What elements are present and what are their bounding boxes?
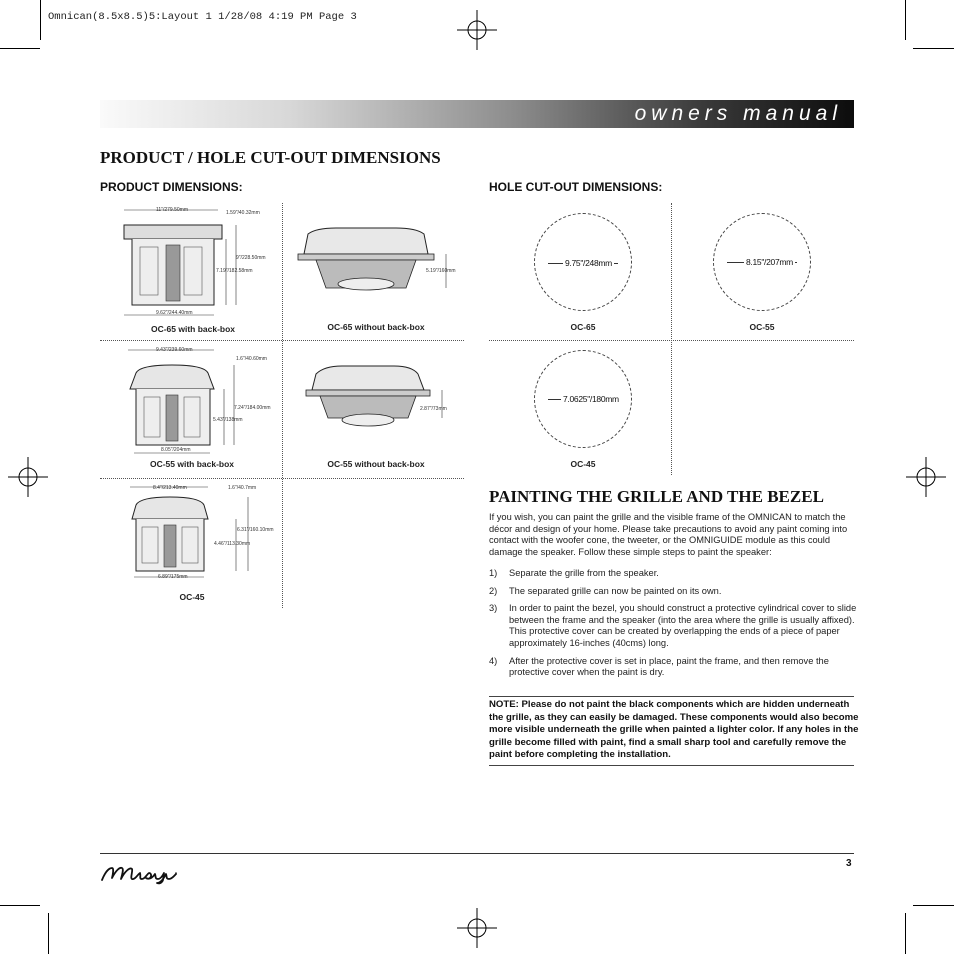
oc65-h1-label: 9"/228.50mm <box>236 255 266 261</box>
oc45-cutout-dim: 7.0625"/180mm <box>563 394 619 404</box>
oc65-nobox-caption: OC-65 without back-box <box>327 322 425 332</box>
step-text: Separate the grille from the speaker. <box>509 568 659 578</box>
page-title: PRODUCT / HOLE CUT-OUT DIMENSIONS <box>100 148 441 167</box>
painting-intro: If you wish, you can paint the grille and the visible frame of the OMNICAN to match the décor and design of your home. Please take precautions to avoid any paint coming into contact with the woofer cone, the tweeter, or the OMNIGUIDE module as this could damage the speaker. Follow these simple steps to paint the speaker: <box>489 512 848 557</box>
oc65-flange-label: 1.59"/40.32mm <box>226 210 260 216</box>
note-text: NOTE: Please do not paint the black components which are hidden underneath the grille, as they can easily be damaged. These components would also become more visible underneath the grille when painted a lighter color. If any holes in the grille become filled with paint, find a small sharp tool and carefully remove the paint before completing the installation. <box>489 699 859 761</box>
oc65-h2-label: 7.19"/182.58mm <box>216 268 253 274</box>
oc55-nobox-drawing <box>302 366 452 436</box>
banner-title: owners manual <box>634 102 842 125</box>
list-item <box>489 568 859 580</box>
step-text: The separated grille can now be painted on its own. <box>509 585 722 596</box>
step-number: 2) <box>489 585 498 596</box>
oc55-cutout-caption: OC-55 <box>749 322 775 332</box>
oc45-h1-label: 6.31"/160.10mm <box>237 527 274 533</box>
mirage-logo <box>100 860 180 886</box>
oc55-depth-label: 2.87"/73mm <box>420 406 447 412</box>
list-item <box>489 603 859 649</box>
registration-mark-top <box>457 10 497 50</box>
oc45-cutout-caption: OC-45 <box>570 459 596 469</box>
oc45-caption: OC-45 <box>179 592 205 602</box>
painting-steps <box>489 568 859 685</box>
oc45-drawing <box>124 483 264 583</box>
step-number: 3) <box>489 603 498 614</box>
oc65-backbox-caption: OC-65 with back-box <box>150 324 236 334</box>
oc55-flange-label: 1.6"/40.60mm <box>236 356 267 362</box>
hole-cutout-heading: HOLE CUT-OUT DIMENSIONS: <box>489 180 663 194</box>
oc65-width-label: 11"/279.50mm <box>156 207 188 213</box>
oc55-base-label: 8.05"/204mm <box>161 447 191 453</box>
registration-mark-bottom <box>457 908 497 948</box>
step-text: After the protective cover is set in place, paint the frame, and then remove the protective cover when the paint is dry. <box>509 655 829 678</box>
oc65-nobox-drawing <box>296 228 456 298</box>
grid-divider-horizontal <box>100 340 464 341</box>
oc65-cutout-caption: OC-65 <box>570 322 596 332</box>
note-rule-bottom <box>489 765 854 766</box>
oc65-cutout-dim: 9.75"/248mm <box>565 258 612 268</box>
oc55-nobox-caption: OC-55 without back-box <box>327 459 425 469</box>
oc55-h2-label: 5.43"/138mm <box>213 417 243 423</box>
oc65-base-label: 9.62"/244.40mm <box>156 310 193 316</box>
print-slug: Omnican(8.5x8.5)5:Layout 1 1/28/08 4:19 PM Page 3 <box>48 11 357 23</box>
oc65-depth-label: 5.19"/160mm <box>426 268 456 274</box>
step-text: In order to paint the bezel, you should construct a protective cylindrical cover to slide between the frame and the speaker (into the area where the grille is usually affixed). This protective cover can be created by overlapping the ends of a piece of paper approximately 16-inches (40cms) long. <box>509 603 857 648</box>
note-rule-top <box>489 696 854 697</box>
oc45-h2-label: 4.46"/113.30mm <box>214 541 251 547</box>
oc45-base-label: 6.89"/175mm <box>158 574 188 580</box>
painting-heading: PAINTING THE GRILLE AND THE BEZEL <box>489 487 824 506</box>
grid-divider-horizontal <box>100 478 464 479</box>
registration-mark-right <box>906 457 946 497</box>
oc65-backbox-drawing <box>118 205 268 320</box>
header-banner <box>100 100 854 128</box>
registration-mark-left <box>8 457 48 497</box>
oc55-backbox-drawing <box>122 345 262 460</box>
oc55-h1-label: 7.24"/184.00mm <box>234 405 271 411</box>
list-item <box>489 586 859 598</box>
hole-grid-divider-vertical <box>671 203 672 475</box>
oc55-backbox-caption: OC-55 with back-box <box>149 459 235 469</box>
step-number: 4) <box>489 655 498 666</box>
footer-rule <box>100 853 854 854</box>
oc55-width-label: 9.43"/239.60mm <box>156 347 193 353</box>
page-number: 3 <box>846 858 852 869</box>
step-number: 1) <box>489 568 498 578</box>
oc45-flange-label: 1.6"/40.7mm <box>228 485 257 491</box>
hole-grid-divider-horizontal <box>489 340 854 341</box>
grid-divider-vertical <box>282 203 283 608</box>
oc55-cutout-dim: 8.15"/207mm <box>746 257 793 267</box>
list-item <box>489 656 859 679</box>
product-dimensions-heading: PRODUCT DIMENSIONS: <box>100 180 243 194</box>
oc45-width-label: 8.4"/213.40mm <box>153 485 187 491</box>
